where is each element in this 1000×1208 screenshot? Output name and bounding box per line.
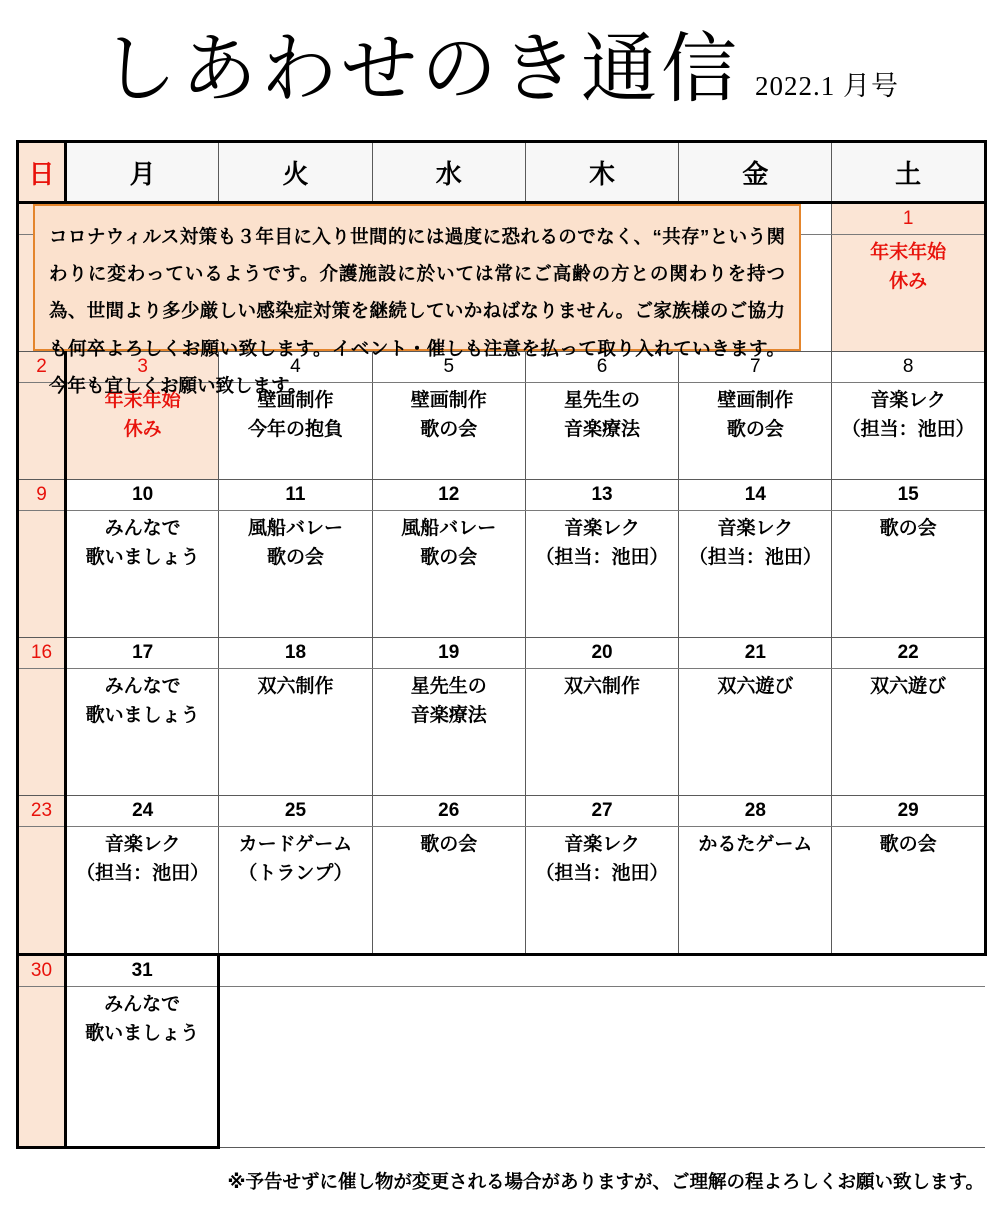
event-cell <box>372 669 525 796</box>
weekday-header-fri: 金 <box>679 142 832 203</box>
event-line: （トランプ） <box>238 862 353 884</box>
date-cell: 16 <box>18 638 66 669</box>
event-line: 音楽レク <box>564 518 640 539</box>
date-cell: 30 <box>18 955 66 987</box>
event-cell <box>18 987 66 1148</box>
event-cell <box>679 669 832 796</box>
event-line: 歌の会 <box>879 834 937 855</box>
event-cell <box>66 669 219 796</box>
notice-text: コロナウィルス対策も３年目に入り世間的には過度に恐れるのでなく、“共存”という関わりに変わっているようです。介護施設に於いては常にご高齢の方との関わりを持つ為、世間より多少厳しい感染症対策を継続していかねばなりません。ご家族様のご協力も何卒よろしくお願い致します。イベント・催しも注意を払って取り入れていきます。今年も宜しくお願い致します。 <box>49 225 785 396</box>
event-line: 音楽レク <box>564 834 640 855</box>
empty-cell <box>525 987 678 1148</box>
event-line: みんなで <box>104 676 181 697</box>
event-line: 双六制作 <box>257 676 334 697</box>
weekday-header-tue: 火 <box>219 142 372 203</box>
date-cell: 3 <box>66 352 219 383</box>
date-cell: 20 <box>525 638 678 669</box>
event-line: カードゲーム <box>238 834 353 855</box>
weekday-header-sun: 日 <box>18 142 66 203</box>
masthead-inner <box>101 28 899 112</box>
event-line: 星先生の <box>564 390 641 411</box>
date-row-week5 <box>18 796 986 827</box>
event-cell <box>832 383 985 480</box>
notice-banner <box>33 204 801 396</box>
empty-cell <box>372 987 525 1148</box>
date-cell: 24 <box>66 796 219 827</box>
empty-cell <box>832 987 985 1148</box>
event-line: 年末年始 <box>104 390 181 411</box>
date-cell: 31 <box>66 955 219 987</box>
event-line: 音楽レク <box>870 390 946 411</box>
event-cell <box>832 235 985 352</box>
masthead <box>0 0 1000 140</box>
date-row-week3 <box>18 480 986 511</box>
date-cell: 28 <box>679 796 832 827</box>
event-line: 歌の会 <box>879 518 937 539</box>
date-row-week6 <box>18 955 986 987</box>
weekday-header-row <box>18 142 986 203</box>
date-cell: 11 <box>219 480 372 511</box>
event-line: みんなで <box>104 518 181 539</box>
weekday-header-sat: 土 <box>832 142 985 203</box>
date-cell: 23 <box>18 796 66 827</box>
event-cell <box>219 669 372 796</box>
event-line: 風船バレー <box>247 518 343 539</box>
event-line: 歌いましょう <box>85 546 200 568</box>
event-line: 音楽レク <box>717 518 794 539</box>
event-line: 壁画制作 <box>257 390 334 411</box>
date-cell: 12 <box>372 480 525 511</box>
date-cell: 10 <box>66 480 219 511</box>
issue-label: 2022.1 月号 <box>755 71 899 101</box>
event-line: 今年の抱負 <box>247 418 343 440</box>
event-cell <box>372 827 525 955</box>
event-cell <box>219 511 372 638</box>
empty-cell <box>679 955 832 987</box>
event-line: 休み <box>889 270 928 292</box>
event-line: 双六制作 <box>564 676 641 697</box>
event-cell <box>832 827 985 955</box>
event-line: 歌いましょう <box>85 1022 200 1044</box>
event-line: 音楽療法 <box>410 704 487 726</box>
date-cell: 22 <box>832 638 985 669</box>
date-cell: 29 <box>832 796 985 827</box>
event-line: （担当：池田） <box>841 418 975 440</box>
weekday-header-mon: 月 <box>66 142 219 203</box>
event-line: （担当：池田） <box>688 546 822 568</box>
event-line: 歌の会 <box>420 546 478 568</box>
date-cell: 9 <box>18 480 66 511</box>
event-cell <box>18 511 66 638</box>
event-cell <box>66 827 219 955</box>
event-line: 風船バレー <box>401 518 497 539</box>
event-cell <box>66 511 219 638</box>
event-cell <box>66 987 219 1148</box>
footnote: ※予告せずに催し物が変更される場合がありますが、ご理解の程よろしくお願い致します。 <box>227 1171 984 1192</box>
event-line: 歌いましょう <box>85 704 200 726</box>
event-line: かるたゲーム <box>698 834 813 855</box>
event-line: 歌の会 <box>420 834 478 855</box>
date-cell: 26 <box>372 796 525 827</box>
date-cell: 18 <box>219 638 372 669</box>
event-row-week4 <box>18 669 986 796</box>
event-cell <box>525 827 678 955</box>
event-line: 歌の会 <box>266 546 324 568</box>
calendar-container <box>16 140 984 1149</box>
date-cell: 17 <box>66 638 219 669</box>
event-line: 星先生の <box>410 676 487 697</box>
event-line: みんなで <box>104 994 181 1015</box>
event-cell <box>679 827 832 955</box>
weekday-header-wed: 水 <box>372 142 525 203</box>
date-cell: 27 <box>525 796 678 827</box>
date-cell: 2 <box>18 352 66 383</box>
date-cell: 14 <box>679 480 832 511</box>
empty-cell <box>525 955 678 987</box>
empty-cell <box>679 987 832 1148</box>
date-cell: 13 <box>525 480 678 511</box>
weekday-header-thu: 木 <box>525 142 678 203</box>
date-cell: 25 <box>219 796 372 827</box>
empty-cell <box>219 955 372 987</box>
empty-cell <box>219 987 372 1148</box>
event-line: （担当：池田） <box>76 862 210 884</box>
event-line: 年末年始 <box>870 242 947 263</box>
event-cell <box>18 827 66 955</box>
event-line: 壁画制作 <box>410 390 487 411</box>
event-cell <box>832 669 985 796</box>
date-row-week4 <box>18 638 986 669</box>
event-line: 歌の会 <box>420 418 478 440</box>
event-line: 双六遊び <box>717 676 794 697</box>
event-line: 音楽療法 <box>564 418 641 440</box>
date-cell: 15 <box>832 480 985 511</box>
date-cell: 6 <box>525 352 678 383</box>
event-cell <box>372 511 525 638</box>
event-cell <box>525 669 678 796</box>
newsletter-title: しあわせのき通信 <box>101 28 741 112</box>
event-line: 双六遊び <box>870 676 947 697</box>
event-cell <box>832 511 985 638</box>
date-cell: 4 <box>219 352 372 383</box>
date-cell: 7 <box>679 352 832 383</box>
event-cell <box>679 511 832 638</box>
date-cell: 21 <box>679 638 832 669</box>
date-cell: 8 <box>832 352 985 383</box>
event-cell <box>525 511 678 638</box>
event-cell <box>18 669 66 796</box>
event-row-week3 <box>18 511 986 638</box>
event-row-week6 <box>18 987 986 1148</box>
event-line: 音楽レク <box>104 834 181 855</box>
event-line: （担当：池田） <box>535 546 669 568</box>
event-line: （担当：池田） <box>535 862 669 884</box>
date-cell: 5 <box>372 352 525 383</box>
event-cell <box>219 827 372 955</box>
empty-cell <box>832 955 985 987</box>
event-row-week5 <box>18 827 986 955</box>
date-cell: 19 <box>372 638 525 669</box>
empty-cell <box>372 955 525 987</box>
event-line: 歌の会 <box>726 418 784 440</box>
event-line: 壁画制作 <box>717 390 794 411</box>
event-line: 休み <box>123 418 162 440</box>
date-cell: 1 <box>832 203 985 235</box>
